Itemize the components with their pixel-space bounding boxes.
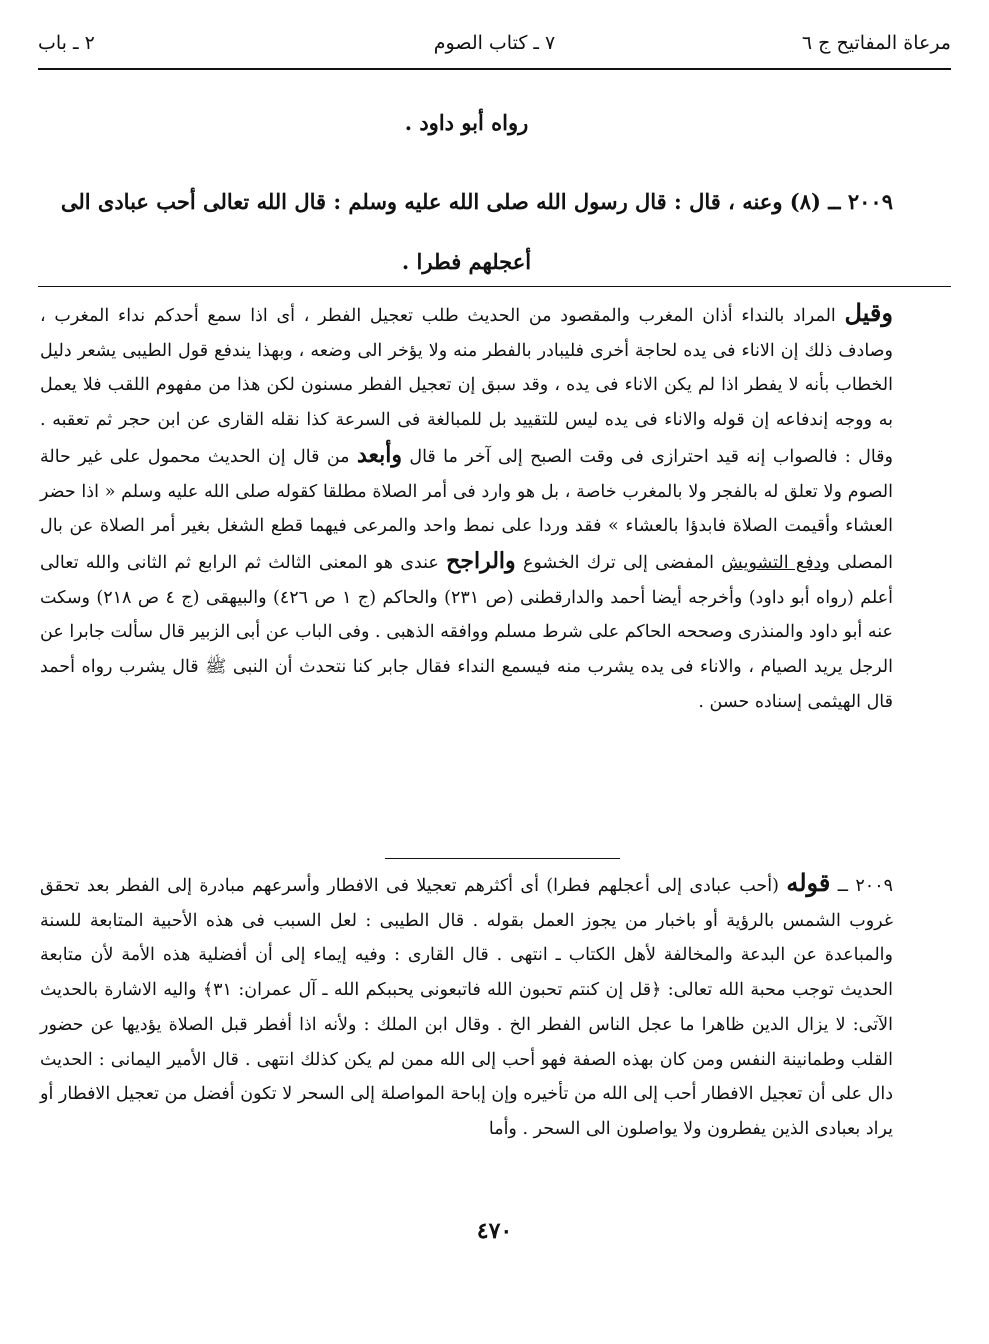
section-divider bbox=[385, 858, 620, 859]
commentary-text: من قال إن الحديث محمول على غير حالة الصوم ولا تعلق له بالفجر ولا بالمغرب خاصة ، بل هو وارد فى أمر الصلاة مطلقا كقوله صلى الله عليه وسلم « اذا حضر العشاء وأقيمت الصلاة فابدؤا بالعشاء » فقد وردا على نمط واحد والمرعى فيهما قطع الشغل بغير أمر الصلاة عن بال المصلى bbox=[40, 446, 893, 573]
commentary-text: المفضى إلى ترك الخشوع bbox=[522, 552, 715, 573]
chapter-title: ٧ ـ كتاب الصوم bbox=[433, 32, 556, 54]
commentary-text: (أحب عبادى إلى أعجلهم فطرا) أى أكثرهم تعجيلا فى الافطار وأسرعهم مبادرة إلى الفطر بعد تحقق غروب الشمس بالرؤية أو باخبار من يجوز العمل بقوله . قال الطيبى : لعل السبب فى هذه الأحبية المتابعة للسنة والمباعدة عن البدعة والمخالفة لأهل الكتاب ـ انتهى . قال القارى : وفيه إيماء إلى أن أفضلية هذه الأمة لأن متابعة الحديث توجب محبة الله تعالى: ﴿قل إن كنتم تحبون الله فاتبعونى يحببكم الله ـ آل عمران: ٣١﴾ واليه الاشارة بالحديث الآتى: لا يزال الدين ظاهرا ما عجل الناس الفطر الخ . وقال ابن الملك : ولأنه اذا أفطر قبل الصلاة يؤديها عن حضور القلب وطمانينة النفس ومن كان بهذه الصفة فهو أحب إلى الله ممن لم يكن كذلك انتهى . قال الأمير اليمانى : الحديث دال على أن تعجيل الافطار أحب إلى الله من تأخيره وإن إباحة المواصلة إلى السحر لا تكون أفضل من تعجيل الافطار أو يراد بعبادى الذين يفطرون ولا يواصلون الى السحر . وأما bbox=[40, 876, 893, 1139]
commentary-bold-word: وأبعد bbox=[356, 441, 402, 468]
page-number: ٤٧٠ bbox=[476, 1218, 513, 1244]
section-title: ٢ ـ باب bbox=[38, 32, 95, 54]
hadith-text bbox=[40, 172, 893, 292]
hadith-line: ٢٠٠٩ ــ (٨) وعنه ، قال : قال رسول الله صلى الله عليه وسلم : قال الله تعالى أحب عبادى الى bbox=[60, 189, 893, 214]
commentary-text: المراد بالنداء أذان المغرب والمقصود من الحديث طلب تعجيل الفطر ، أى اذا سمع أحدكم نداء المغرب ، وصادف ذلك إن الاناء فى يده لحاجة أخرى فليبادر بالفطر منه ولا يؤخر الى وضعه ، وبهذا يندفع قول الطيبى يشعر دليل الخطاب بأنه لا يفطر اذا لم يكن الاناء فى يده ، وقد سبق إن تعجيل الفطر مسنون لكن هذا من مفهوم اللقب فلا يعمل به ووجه إندفاعه إن قوله والاناء فى يده ليس للتقييد بل للمبالغة فى السرعة كذا نقله القارى عن ابن حجر ثم تعقبه . وقال : فالصواب إنه قيد احترازى فى وقت الصبح إلى آخر ما قال bbox=[40, 306, 893, 467]
commentary-number: ٢٠٠٩ ــ bbox=[837, 876, 893, 896]
commentary-underlined-phrase: ودفع التشويش bbox=[721, 552, 830, 573]
book-title: مرعاة المفاتيح ج ٦ bbox=[801, 32, 951, 54]
commentary-text: عندى هو المعنى الثالث ثم الرابع ثم الثانى والله تعالى أعلم (رواه أبو داود) وأخرجه أيضا أحمد والدارقطنى (ص ٢٣١) والحاكم (ج ١ ص ٤٢٦) والبيهقى (ج ٤ ص ٢١٨) وسكت عنه أبو داود والمنذرى وصححه الحاكم على شرط مسلم ووافقه الذهبى . وفى الباب عن أبى الزبير قال سألت جابرا عن الرجل يريد الصيام ، والاناء فى يده يشرب منه فيسمع النداء فقال جابر كنا نتحدث أن النبى ﷺ قال يشرب رواه أحمد قال الهيثمى إسناده حسن . bbox=[40, 552, 893, 712]
hadith-line-continued: أعجلهم فطرا . bbox=[401, 249, 532, 274]
commentary-paragraph-2 bbox=[40, 866, 893, 1147]
header-rule bbox=[38, 68, 951, 70]
commentary-rule bbox=[38, 286, 951, 287]
commentary-lead-word: وقيل bbox=[844, 298, 893, 327]
running-header bbox=[38, 32, 951, 66]
commentary-bold-word: والراجح bbox=[446, 547, 516, 574]
previous-hadith-source: رواه أبو داود . bbox=[404, 110, 529, 135]
commentary-lead-word: قوله bbox=[786, 868, 831, 897]
commentary-paragraph-1 bbox=[40, 296, 893, 719]
